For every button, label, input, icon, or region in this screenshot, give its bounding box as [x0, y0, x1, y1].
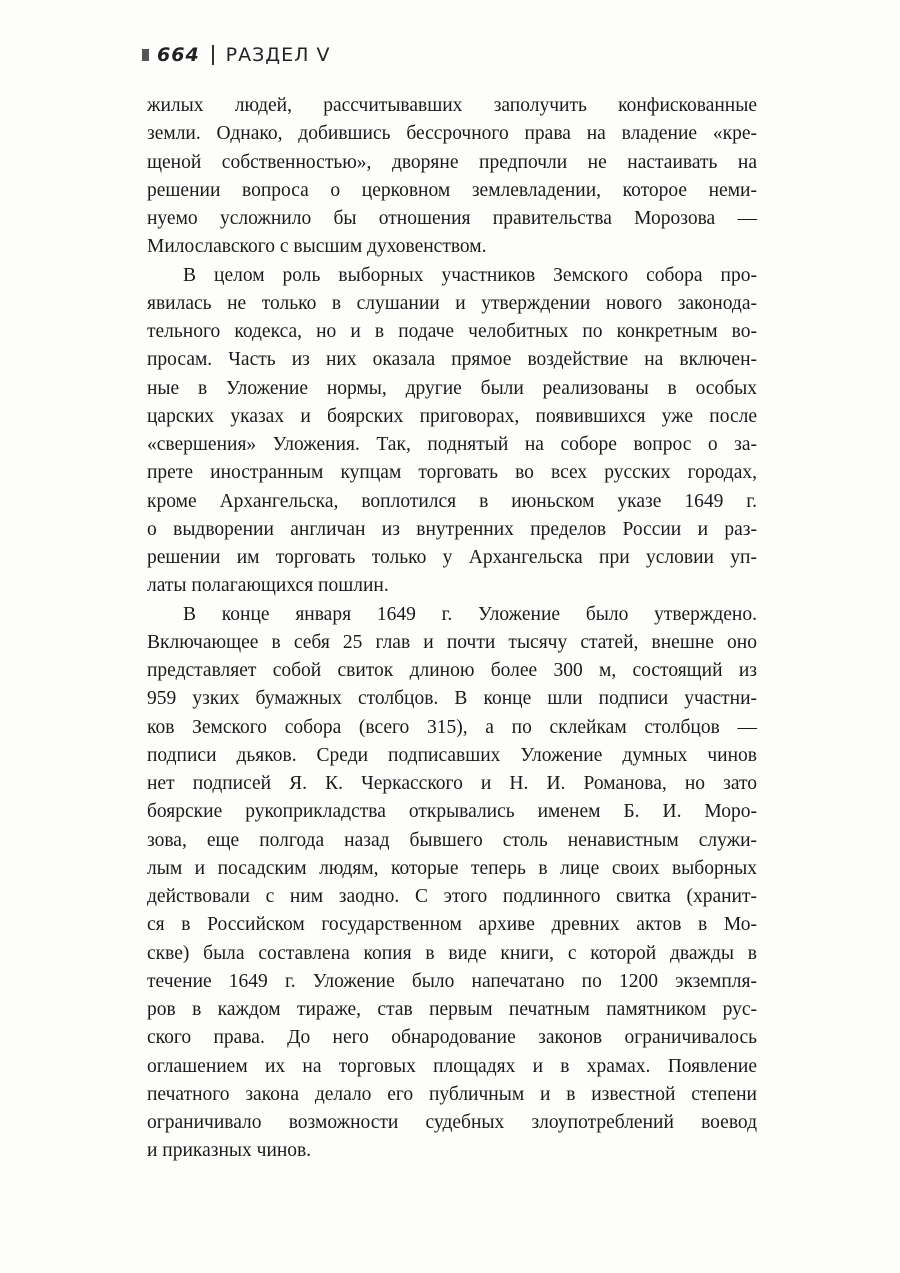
- text-line: решении им торговать только у Архангельска при условии уп-: [147, 547, 757, 568]
- text-line: щеной собственностью», дворяне предпочли не настаивать на: [147, 151, 757, 173]
- text-line: течение 1649 г. Уложение было напечатано по 1200 экземпля-: [147, 970, 757, 992]
- running-header: [142, 44, 330, 66]
- header-marker: [142, 49, 149, 61]
- text-line: решении вопроса о церковном землевладении, которое неми-: [147, 179, 757, 201]
- text-line: печатного закона делало его публичным и в известной степени: [147, 1083, 757, 1105]
- text-line: о выдворении англичан из внутренних пределов России и раз-: [147, 518, 757, 540]
- text-line: скве) была составлена копия в виде книги, с которой дважды в: [147, 942, 757, 964]
- text-line: нуемо усложнило бы отношения правительства Морозова —: [147, 208, 757, 229]
- text-line: боярские рукоприкладства открывались именем Б. И. Моро-: [147, 801, 757, 823]
- text-line: нет подписей Я. К. Черкасского и Н. И. Романова, но зато: [147, 773, 757, 794]
- text-line: ков Земского собора (всего 315), а по склейкам столбцов —: [147, 716, 757, 738]
- text-line: царских указах и боярских приговорах, появившихся уже после: [147, 405, 757, 427]
- text-line: подписи дьяков. Среди подписавших Уложение думных чинов: [147, 744, 757, 766]
- page-number: 664: [157, 44, 200, 66]
- text-line: явилась не только в слушании и утверждении нового законода-: [147, 292, 757, 314]
- text-line: лым и посадским людям, которые теперь в лице своих выборных: [147, 857, 757, 879]
- text-line: 959 узких бумажных столбцов. В конце шли подписи участни-: [147, 688, 757, 710]
- text-line: В целом роль выборных участников Земского собора про-: [183, 264, 757, 286]
- text-line: ограничивало возможности судебных злоупотреблений воевод: [147, 1112, 757, 1133]
- text-line: ров в каждом тираже, став первым печатным памятником рус-: [147, 999, 757, 1020]
- text-line: действовали с ним заодно. С этого подлинного свитка (хранит-: [147, 886, 757, 907]
- section-title: РАЗДЕЛ V: [225, 44, 331, 66]
- text-line: прете иностранным купцам торговать во всех русских городах,: [147, 462, 757, 484]
- text-line: зова, еще полгода назад бывшего столь ненавистным служи-: [147, 829, 757, 851]
- text-line: и приказных чинов.: [147, 1140, 312, 1162]
- header-divider: [212, 45, 214, 65]
- text-line: просам. Часть из них оказала прямое воздействие на включен-: [147, 349, 757, 371]
- text-line: ся в Российском государственном архиве древних актов в Мо-: [147, 914, 757, 936]
- text-line: тельного кодекса, но и в подаче челобитных по конкретным во-: [147, 321, 757, 342]
- text-line: представляет собой свиток длиною более 300 м, состоящий из: [147, 660, 757, 681]
- text-line: ского права. До него обнародование законов ограничивалось: [147, 1027, 757, 1049]
- text-line: Включающее в себя 25 глав и почти тысячу статей, внешне оно: [147, 631, 757, 653]
- text-line: латы полагающихся пошлин.: [147, 575, 389, 597]
- text-line: земли. Однако, добившись бессрочного права на владение «кре-: [147, 123, 757, 145]
- text-line: Милославского с высшим духовенством.: [147, 236, 487, 258]
- page-body-text: [147, 92, 757, 1166]
- text-line: ные в Уложение нормы, другие были реализованы в особых: [147, 377, 757, 399]
- text-line: жилых людей, рассчитывавших заполучить конфискованные: [147, 95, 757, 116]
- text-line: оглашением их на торговых площадях и в храмах. Появление: [147, 1055, 757, 1077]
- text-line: «свершения» Уложения. Так, поднятый на соборе вопрос о за-: [147, 434, 757, 455]
- text-line: кроме Архангельска, воплотился в июньском указе 1649 г.: [147, 490, 757, 512]
- text-line: В конце января 1649 г. Уложение было утверждено.: [183, 603, 757, 625]
